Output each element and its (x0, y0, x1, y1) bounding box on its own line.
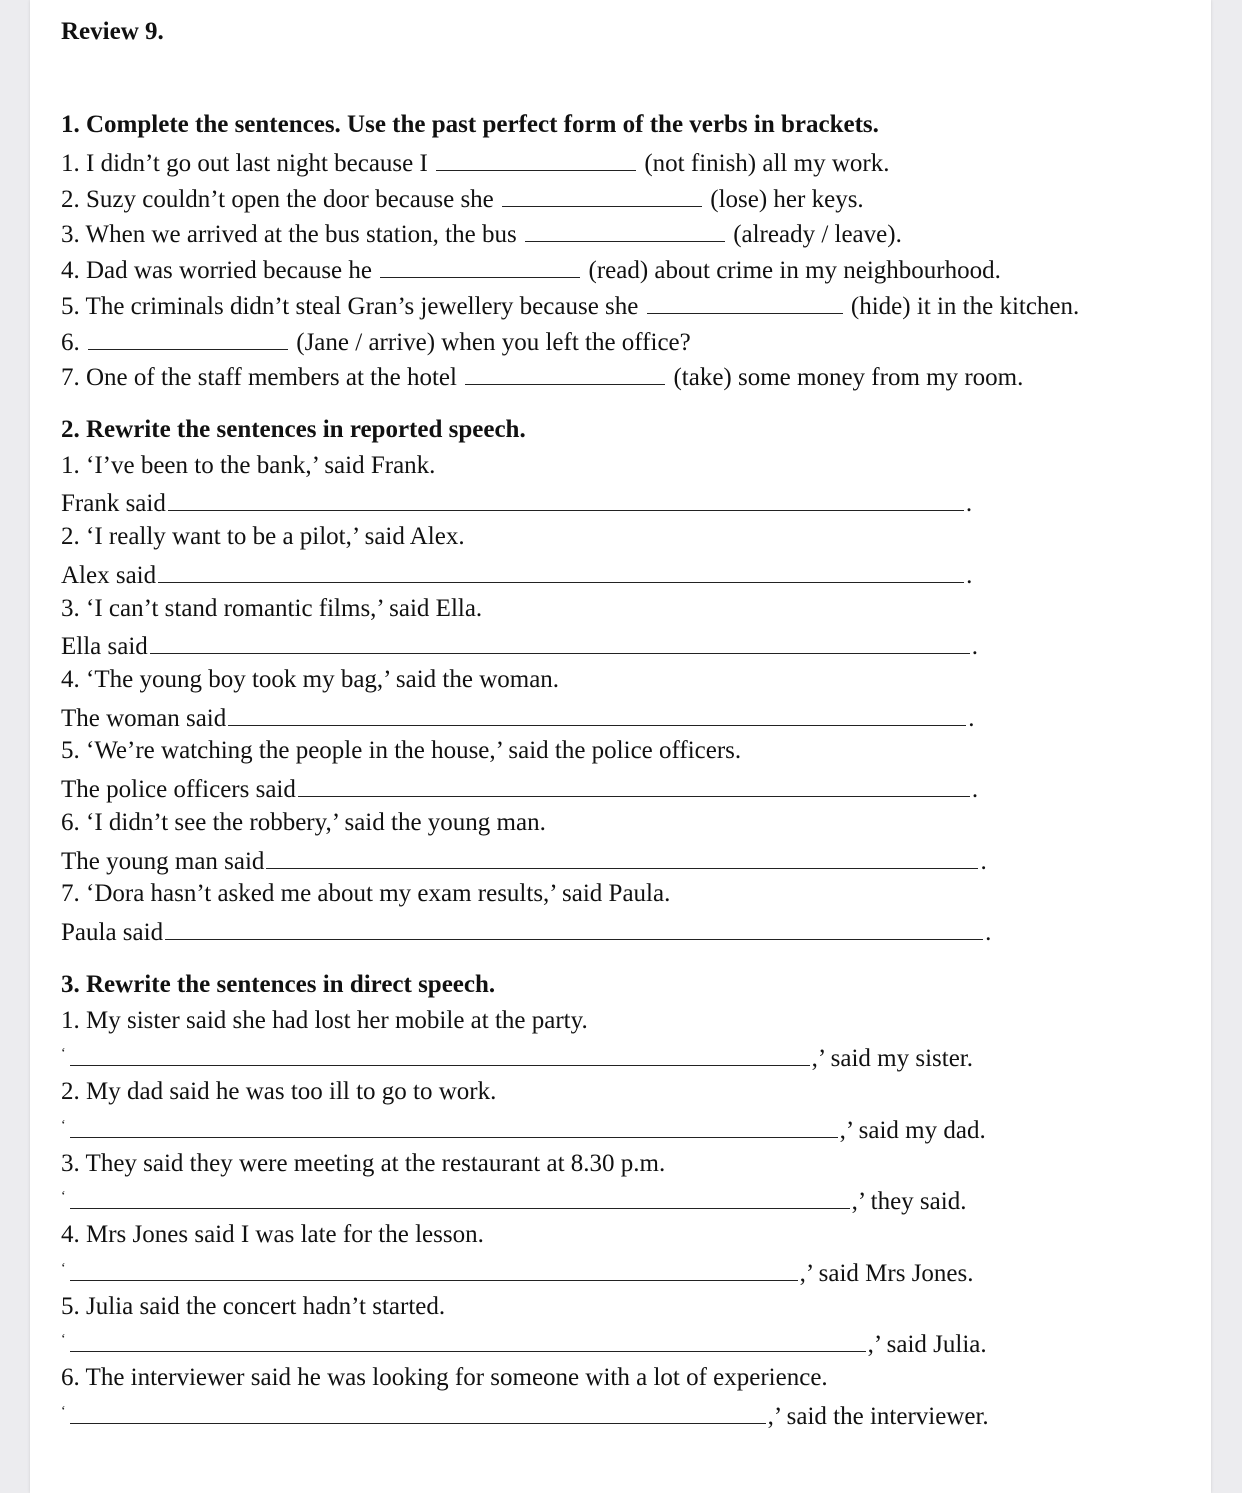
ex1-heading: 1. Complete the sentences. Use the past perfect form of the verbs in brackets. (61, 111, 879, 138)
ex2-answer-lead: Alex said (61, 562, 157, 589)
ex3-answer-tail: ,’ they said. (851, 1188, 967, 1215)
answer-blank[interactable] (465, 360, 665, 385)
ex1-item-hint: (lose) her keys. (710, 186, 864, 213)
ex2-prompt-5: 5. ‘We’re watching the people in the house,’ said the police officers. (61, 737, 742, 764)
ex3-answer-6 (61, 1399, 989, 1432)
ex1-item-text: 2. Suzy couldn’t open the door because she (61, 186, 494, 213)
ex2-prompt-2: 2. ‘I really want to be a pilot,’ said Alex. (61, 523, 465, 550)
ex1-item-5 (61, 289, 1079, 322)
answer-blank[interactable] (165, 915, 983, 940)
ex2-answer-5 (61, 772, 978, 805)
period: . (965, 490, 973, 517)
ex1-item-4 (61, 253, 1001, 286)
open-quote: ‘ (61, 1046, 66, 1061)
answer-blank[interactable] (88, 325, 288, 350)
ex2-answer-3 (61, 629, 978, 662)
ex1-item-2 (61, 182, 864, 215)
ex1-item-6 (61, 325, 691, 358)
answer-blank[interactable] (158, 558, 964, 583)
ex3-prompt-6: 6. The interviewer said he was looking for someone with a lot of experience. (61, 1364, 828, 1391)
answer-blank[interactable] (436, 146, 636, 171)
ex3-prompt-2: 2. My dad said he was too ill to go to work. (61, 1078, 497, 1105)
period: . (971, 633, 979, 660)
ex3-answer-1 (61, 1041, 973, 1074)
ex1-item-hint: (already / leave). (733, 221, 902, 248)
answer-blank[interactable] (168, 486, 964, 511)
ex3-answer-5 (61, 1327, 987, 1360)
ex3-prompt-3: 3. They said they were meeting at the restaurant at 8.30 p.m. (61, 1150, 666, 1177)
ex2-answer-4 (61, 701, 974, 734)
answer-blank[interactable] (70, 1113, 838, 1138)
ex2-answer-lead: The woman said (61, 705, 227, 732)
ex1-item-text: 5. The criminals didn’t steal Gran’s jewellery because she (61, 293, 639, 320)
answer-blank[interactable] (70, 1399, 766, 1424)
ex1-item-7 (61, 360, 1023, 393)
answer-blank[interactable] (70, 1184, 850, 1209)
answer-blank[interactable] (228, 701, 966, 726)
ex3-answer-tail: ,’ said Mrs Jones. (799, 1260, 974, 1287)
ex3-prompt-1: 1. My sister said she had lost her mobile at the party. (61, 1007, 588, 1034)
ex2-prompt-4: 4. ‘The young boy took my bag,’ said the woman. (61, 666, 560, 693)
ex3-prompt-4: 4. Mrs Jones said I was late for the lesson. (61, 1221, 484, 1248)
ex3-answer-2 (61, 1113, 986, 1146)
ex3-answer-tail: ,’ said Julia. (867, 1331, 987, 1358)
worksheet-page (30, 0, 1211, 1493)
ex3-answer-tail: ,’ said my sister. (811, 1045, 973, 1072)
ex1-item-hint: (not finish) all my work. (644, 150, 890, 177)
ex2-answer-lead: Ella said (61, 633, 148, 660)
period: . (980, 848, 987, 875)
ex3-heading: 3. Rewrite the sentences in direct speech. (61, 971, 496, 998)
answer-blank[interactable] (525, 217, 725, 242)
ex2-heading: 2. Rewrite the sentences in reported speech. (61, 416, 526, 443)
open-quote: ‘ (61, 1332, 66, 1347)
ex3-answer-tail: ,’ said the interviewer. (767, 1403, 989, 1430)
answer-blank[interactable] (70, 1256, 798, 1281)
answer-blank[interactable] (502, 182, 702, 207)
ex2-answer-lead: The young man said (61, 848, 265, 875)
ex1-item-hint: (Jane / arrive) when you left the office? (296, 329, 691, 356)
ex1-item-hint: (take) some money from my room. (673, 364, 1024, 391)
open-quote: ‘ (61, 1404, 66, 1419)
open-quote: ‘ (61, 1189, 66, 1204)
ex3-answer-4 (61, 1256, 974, 1289)
ex2-answer-lead: Frank said (61, 490, 166, 517)
open-quote: ‘ (61, 1118, 66, 1133)
answer-blank[interactable] (298, 772, 970, 797)
ex2-prompt-7: 7. ‘Dora hasn’t asked me about my exam results,’ said Paula. (61, 880, 671, 907)
ex1-item-text: 7. One of the staff members at the hotel (61, 364, 457, 391)
period: . (971, 776, 979, 803)
ex2-answer-lead: The police officers said (61, 776, 296, 803)
ex3-answer-3 (61, 1184, 966, 1217)
answer-blank[interactable] (70, 1327, 866, 1352)
ex2-prompt-1: 1. ‘I’ve been to the bank,’ said Frank. (61, 452, 436, 479)
ex2-prompt-6: 6. ‘I didn’t see the robbery,’ said the young man. (61, 809, 546, 836)
answer-blank[interactable] (380, 253, 580, 278)
ex1-item-1 (61, 146, 889, 179)
ex2-answer-1 (61, 486, 972, 519)
ex2-answer-2 (61, 558, 972, 591)
answer-blank[interactable] (70, 1041, 810, 1066)
ex2-answer-7 (61, 915, 991, 948)
ex1-item-hint: (read) about crime in my neighbourhood. (588, 257, 1001, 284)
ex1-item-text: 6. (61, 329, 80, 356)
answer-blank[interactable] (150, 629, 970, 654)
answer-blank[interactable] (266, 844, 978, 869)
ex3-prompt-5: 5. Julia said the concert hadn’t started. (61, 1293, 446, 1320)
ex3-answer-tail: ,’ said my dad. (839, 1117, 986, 1144)
period: . (985, 919, 992, 946)
period: . (966, 562, 973, 589)
ex2-answer-6 (61, 844, 987, 877)
ex1-item-text: 3. When we arrived at the bus station, the bus (61, 221, 517, 248)
ex1-item-3 (61, 217, 902, 250)
page-title: Review 9. (61, 18, 164, 45)
ex2-prompt-3: 3. ‘I can’t stand romantic films,’ said Ella. (61, 595, 483, 622)
ex1-item-text: 1. I didn’t go out last night because I (61, 150, 428, 177)
period: . (968, 705, 975, 732)
ex1-item-hint: (hide) it in the kitchen. (850, 293, 1080, 320)
answer-blank[interactable] (647, 289, 843, 314)
open-quote: ‘ (61, 1261, 66, 1276)
ex2-answer-lead: Paula said (61, 919, 164, 946)
ex1-item-text: 4. Dad was worried because he (61, 257, 372, 284)
